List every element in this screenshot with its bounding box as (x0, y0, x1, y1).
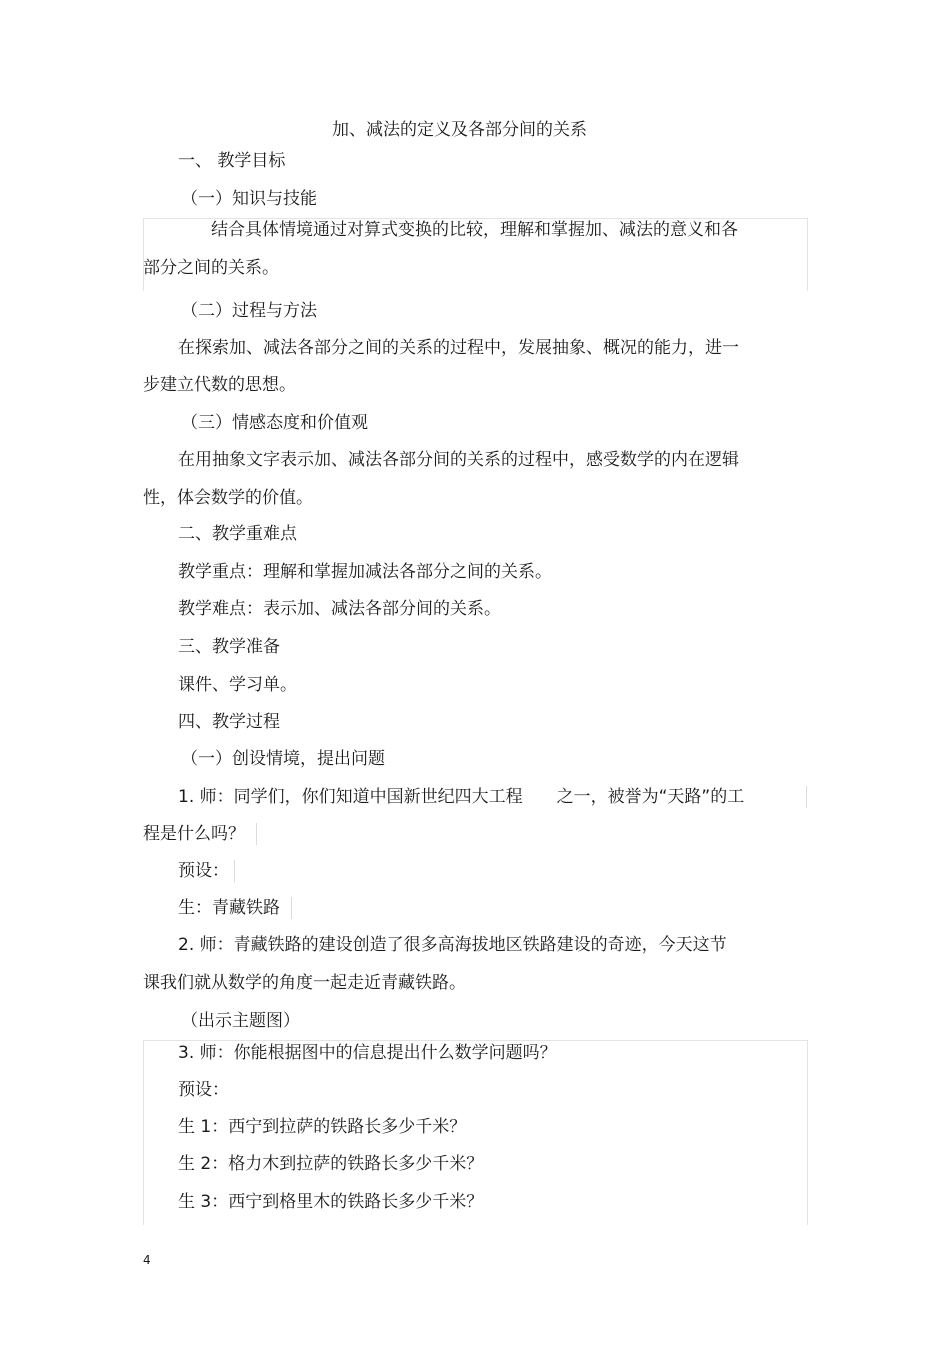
question1-line1: 1. 师：同学们，你们知道中国新世纪四大工程 之一，被誉为“天路”的工 (178, 787, 745, 807)
paragraph-process-line1: 在探索加、减法各部分之间的关系的过程中，发展抽象、概况的能力，进一 (178, 338, 739, 358)
page-number: 4 (143, 1253, 151, 1267)
difficult-point: 教学难点：表示加、减法各部分间的关系。 (178, 599, 501, 619)
answer1: 生：青藏铁路 (178, 898, 280, 918)
question2-line2: 课我们就从数学的角度一起走近青藏铁路。 (143, 973, 466, 993)
paragraph-knowledge-line2: 部分之间的关系。 (143, 258, 279, 278)
question3: 3. 师：你能根据图中的信息提出什么数学问题吗？ (178, 1043, 557, 1063)
paragraph-attitude-line1: 在用抽象文字表示加、减法各部分间的关系的过程中，感受数学的内在逻辑 (178, 450, 739, 470)
student-answer-2: 生 2：格力木到拉萨的铁路长多少千米？ (178, 1154, 484, 1174)
paragraph-process-line2: 步建立代数的思想。 (143, 375, 296, 395)
show-theme-image: （出示主题图） (181, 1011, 300, 1031)
preparation-text: 课件、学习单。 (178, 675, 297, 695)
preset-label: 预设： (178, 861, 229, 881)
page-title: 加、减法的定义及各部分间的关系 (332, 120, 587, 140)
heading-process: 四、教学过程 (178, 712, 280, 732)
rule-mark (291, 897, 292, 919)
preset-label: 预设： (178, 1080, 229, 1100)
heading-key-points: 二、教学重难点 (178, 524, 297, 544)
heading-teaching-goals: 一、 教学目标 (178, 151, 286, 171)
subheading-process: （二）过程与方法 (181, 301, 317, 321)
subheading-attitude: （三）情感态度和价值观 (181, 413, 368, 433)
rule-mark (806, 786, 807, 808)
subheading-knowledge: （一）知识与技能 (181, 189, 317, 209)
key-point: 教学重点：理解和掌握加减法各部分之间的关系。 (178, 562, 552, 582)
paragraph-knowledge-line1: 结合具体情境通过对算式变换的比较，理解和掌握加、减法的意义和各 (211, 220, 738, 240)
paragraph-attitude-line2: 性，体会数学的价值。 (143, 488, 313, 508)
student-answer-3: 生 3：西宁到格里木的铁路长多少千米？ (178, 1192, 484, 1212)
subheading-situation: （一）创设情境，提出问题 (181, 749, 385, 769)
rule-mark (256, 823, 257, 845)
question1-line2: 程是什么吗？ (143, 824, 245, 844)
heading-preparation: 三、教学准备 (178, 637, 280, 657)
question2-line1: 2. 师：青藏铁路的建设创造了很多高海拔地区铁路建设的奇迹，今天这节 (178, 935, 727, 955)
student-answer-1: 生 1：西宁到拉萨的铁路长多少千米？ (178, 1117, 467, 1137)
rule-mark (234, 860, 235, 882)
